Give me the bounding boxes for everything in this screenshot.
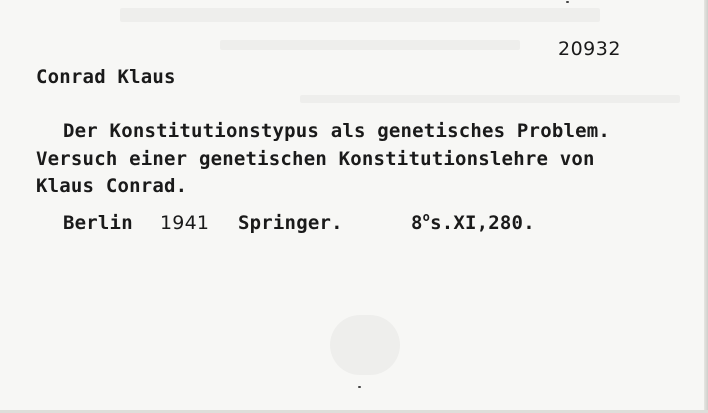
card-edge (704, 0, 708, 413)
title-line: Klaus Conrad. (36, 175, 188, 197)
publication-year: 1941 (160, 212, 210, 234)
publication-place: Berlin (63, 212, 133, 234)
bleed-through-mark (120, 8, 600, 22)
bleed-through-mark (330, 315, 400, 375)
author-heading: Conrad Klaus (36, 66, 176, 88)
format-mark: o (422, 210, 431, 224)
ink-speck (566, 1, 569, 3)
catalog-number: 20932 (558, 38, 621, 60)
format-size: 8 (411, 212, 423, 234)
bleed-through-mark (220, 40, 520, 50)
ink-speck (358, 386, 361, 388)
publisher: Springer. (238, 212, 343, 234)
collation (411, 212, 535, 234)
bleed-through-mark (300, 95, 680, 103)
title-line: Versuch einer genetischen Konstitutionslehre von (36, 148, 595, 170)
pagination: s.XI,280. (430, 212, 535, 234)
title-line: Der Konstitutionstypus als genetisches Problem. (63, 120, 611, 142)
